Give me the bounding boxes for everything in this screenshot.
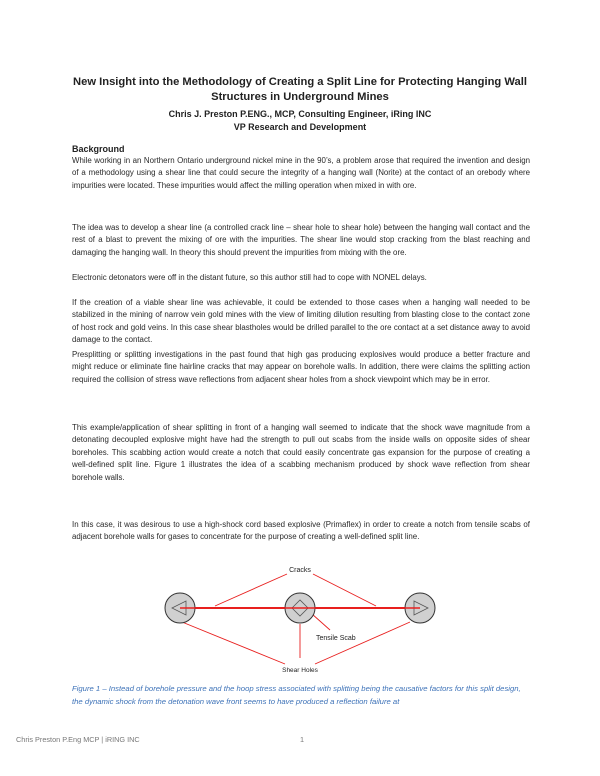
paragraph-5: Presplitting or splitting investigations in the past found that high gas producing explosives would produce a better fracture and might reduce or eliminate fine hairline cracks that may appear on borehole walls. In addition, there were claims the splitting action required the collision of stress wave reflections from adjacent shear holes from a shock viewpoint which may be in error.: [72, 350, 530, 384]
label-cracks: Cracks: [289, 567, 311, 574]
author-block: [60, 108, 540, 133]
footer-author: Chris Preston P.Eng MCP | iRING INC: [16, 735, 140, 744]
label-shear-holes: Shear Holes: [282, 667, 318, 674]
label-tensile-scab: Tensile Scab: [316, 635, 356, 642]
paragraph-6: This example/application of shear splitting in front of a hanging wall seemed to indicate that the shock wave magnitude from a detonating decoupled explosive might have had the strength to pull out scabs from the inside walls on opposite sides of shear boreholes. This scabbing action would create a notch that could easily concentrate gas expansion for the purpose of creating a well-defined split line. Figure 1 illustrates the idea of a scabbing mechanism produced by shock wave reflection from shear borehole walls.: [72, 423, 530, 482]
crack-pointer-left: [215, 574, 287, 606]
paragraph-1: While working in an Northern Ontario underground nickel mine in the 90’s, a problem arose that required the invention and design of a methodology using a shear line that could secure the integrity of a hanging wall (Norite) at the contact of an orebody where impurities were located. These impurities would affect the milling operation when mixed in with ore.: [72, 156, 530, 190]
paper-title: New Insight into the Methodology of Creating a Split Line for Protecting Hanging Wall Structures in Underground Mines: [73, 76, 527, 103]
paragraph-2: The idea was to develop a shear line (a controlled crack line – shear hole to shear hole) between the hanging wall contact and the rest of a blast to prevent the mixing of ore with the impurities. The shear line would stop cracking from the blast reaching and damaging the hanging wall. In theory this should prevent the impurities from mixing with the ore.: [72, 223, 530, 257]
page-number: 1: [300, 735, 305, 744]
figure-1-diagram: [150, 560, 450, 680]
role-line: VP Research and Development: [233, 121, 367, 132]
hole-pointer-right: [315, 622, 410, 664]
figure-caption: Figure 1 – Instead of borehole pressure and the hoop stress associated with splitting being the causative factors for this split design, the dynamic shock from the detonation wave front seems to have produced a reflection failure at: [72, 684, 521, 706]
paragraph-3: Electronic detonators were off in the distant future, so this author still had to cope with NONEL delays.: [72, 273, 427, 282]
scab-pointer: [312, 614, 330, 630]
paragraph-4: If the creation of a viable shear line was achievable, it could be extended to those cases when a hanging wall needed to be stabilized in the mining of narrow vein gold mines with the view of limiting dilution resulting from blasting close to the contact zone of host rock and gold veins. In this case shear blastholes would be drilled parallel to the ore contact at a set distance away to avoid damage to the contact.: [72, 298, 530, 345]
hole-pointer-left: [182, 622, 285, 664]
author-line: Chris J. Preston P.ENG., MCP, Consulting Engineer, iRing INC: [168, 109, 432, 119]
section-heading-background: Background: [72, 144, 125, 154]
crack-pointer-right: [313, 574, 376, 606]
paragraph-7: In this case, it was desirous to use a high-shock cord based explosive (Primaflex) in order to create a notch from tensile scabs of adjacent borehole walls for gases to concentrate for the purpose of creating a well-defined split line.: [72, 520, 530, 542]
